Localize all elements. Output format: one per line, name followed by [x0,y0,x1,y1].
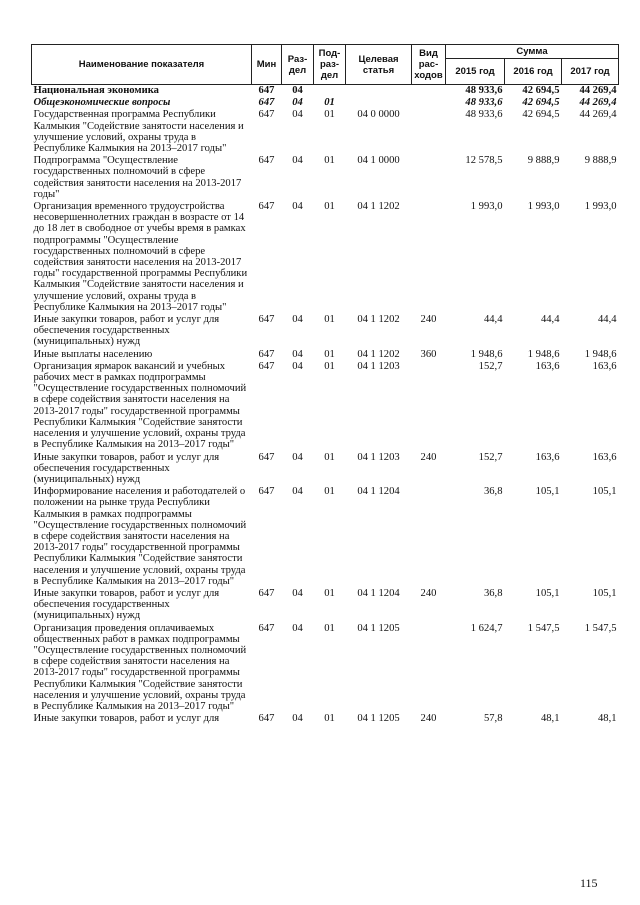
row-sum-2016: 105,1 [535,486,560,498]
row-sum-2016: 42 694,5 [522,97,560,109]
row-sum-2017: 163,6 [592,451,617,463]
row-razdel: 04 [292,314,303,326]
table-row [32,349,619,361]
row-min: 647 [258,201,275,213]
row-min: 647 [258,451,275,463]
row-podrazdel [314,85,346,98]
row-vid: 240 [420,713,437,725]
row-podrazdel: 01 [324,201,335,213]
row-sum-2015: 48 933,6 [465,97,503,109]
row-min: 647 [258,155,275,167]
table-row [32,85,619,98]
row-razdel: 04 [292,587,303,599]
row-sum-2017: 44 269,4 [579,109,617,121]
row-target: 04 1 1203 [357,451,400,463]
row-sum-2017: 1 547,5 [584,622,617,634]
table-row [32,97,619,109]
table-body [32,85,619,726]
row-sum-2015: 1 993,0 [470,201,503,213]
row-vid: 240 [420,451,437,463]
row-podrazdel: 01 [324,109,335,121]
row-podrazdel: 01 [324,314,335,326]
row-sum-2016: 42 694,5 [522,85,560,96]
row-sum-2017: 163,6 [592,360,617,372]
row-sum-2017: 48,1 [597,713,617,725]
row-podrazdel: 01 [324,486,335,498]
row-sum-2017: 44 269,4 [579,85,617,96]
row-sum-2016: 105,1 [535,587,560,599]
row-sum-2017: 44,4 [597,314,617,326]
row-sum-2016: 1 993,0 [527,201,560,213]
row-vid [412,85,446,98]
row-sum-2016: 1 547,5 [527,622,560,634]
table-header [32,45,619,85]
row-podrazdel: 01 [324,451,335,463]
row-min: 647 [258,97,275,109]
row-sum-2016: 44,4 [540,314,560,326]
table-row [32,713,619,725]
row-vid [412,109,446,155]
header-sum: Сумма [446,45,619,59]
row-sum-2016: 163,6 [535,451,560,463]
header-name: Наименование показателя [32,45,252,85]
row-min: 647 [258,360,275,372]
row-name: Иные выплаты населению [33,348,153,360]
row-razdel: 04 [292,85,303,96]
row-razdel: 04 [292,713,303,725]
row-min: 647 [258,348,275,360]
row-min: 647 [258,486,275,498]
row-sum-2015: 12 578,5 [465,155,503,167]
row-podrazdel: 01 [324,587,335,599]
row-sum-2017: 1 948,6 [584,348,617,360]
header-2016: 2016 год [505,59,562,85]
row-vid [412,486,446,588]
row-razdel: 04 [292,486,303,498]
row-sum-2015: 152,7 [478,360,503,372]
row-min: 647 [258,587,275,599]
row-min: 647 [258,622,275,634]
row-sum-2017: 1 993,0 [584,201,617,213]
row-target: 04 1 1204 [357,486,400,498]
table-row [32,623,619,714]
row-name: Иные закупки товаров, работ и услуг для [33,713,220,725]
row-target: 04 1 1204 [357,587,400,599]
row-name: Подпрограмма "Осуществление государственных полномочий в сфере содействия занятости населения на 2013-2017 годы" [33,155,242,200]
row-vid: 240 [420,587,437,599]
row-target: 04 1 1205 [357,713,400,725]
row-min: 647 [258,713,275,725]
row-sum-2016: 48,1 [540,713,560,725]
row-sum-2015: 1 624,7 [470,622,503,634]
row-name: Государственная программа Республики Калмыкия "Содействие занятости населения и улучшение условий, охраны труда в Республике Калмыкия на 2013–2017 годы" [33,109,244,155]
row-name: Организация временного трудоустройства несовершеннолетних граждан в возрасте от 14 до 18 лет в свободное от учебы время в рамках подпрограммы "Осуществление государственных полномочий в сфере содействия занятости населения на 2013-2017 годы" государственной программы Республики Калмыкия "Содействие занятости населения и улучшение условий, охраны труда в Республике Калмыкия на 2013–2017 годы" [33,201,248,313]
table-row [32,452,619,487]
row-razdel: 04 [292,97,303,109]
table-row [32,314,619,349]
row-razdel: 04 [292,109,303,121]
row-vid: 360 [420,348,437,360]
row-vid [412,623,446,714]
row-vid: 240 [420,314,437,326]
row-target: 04 1 0000 [357,155,400,167]
row-target: 04 1 1202 [357,348,400,360]
row-vid [412,201,446,314]
row-target: 04 1 1202 [357,201,400,213]
row-podrazdel: 01 [324,713,335,725]
row-podrazdel: 01 [324,155,335,167]
row-podrazdel: 01 [324,360,335,372]
row-vid [412,361,446,452]
row-sum-2015: 48 933,6 [465,85,503,96]
header-razdel: Раз- дел [282,45,314,85]
budget-table [31,44,619,725]
row-sum-2015: 48 933,6 [465,109,503,121]
row-target: 04 1 1203 [357,360,400,372]
row-podrazdel: 01 [324,348,335,360]
row-razdel: 04 [292,201,303,213]
header-2015: 2015 год [446,59,505,85]
row-sum-2015: 1 948,6 [470,348,503,360]
row-razdel: 04 [292,155,303,167]
row-sum-2017: 105,1 [592,486,617,498]
table-row [32,155,619,201]
budget-table-container [31,44,618,725]
row-target: 04 1 1202 [357,314,400,326]
table-row [32,361,619,452]
row-name: Общеэкономические вопросы [33,97,171,109]
row-razdel: 04 [292,360,303,372]
page-number: 115 [580,876,598,890]
row-sum-2015: 36,8 [483,486,503,498]
row-sum-2016: 9 888,9 [527,155,560,167]
row-sum-2015: 36,8 [483,587,503,599]
row-target [346,85,412,98]
row-podrazdel: 01 [324,97,335,109]
row-podrazdel: 01 [324,622,335,634]
row-name: Национальная экономика [33,85,159,96]
table-row [32,588,619,623]
row-name: Иные закупки товаров, работ и услуг для обеспечения государственных (муниципальных) нужд [33,451,220,485]
row-razdel: 04 [292,622,303,634]
row-razdel: 04 [292,348,303,360]
row-target [346,97,412,109]
row-name: Организация ярмарок вакансий и учебных рабочих мест в рамках подпрограммы "Осуществление государственных полномочий в сфере содействия занятости населения на 2013-2017 годы" государственной программы Республики Калмыкия "Содействие занятости населения и улучшение условий, охраны труда в Республике Калмыкия на 2013–2017 годы" [33,360,247,451]
row-vid [412,97,446,109]
row-name: Организация проведения оплачиваемых общественных работ в рамках подпрограммы "Осуществление государственных полномочий в сфере содействия занятости населения на 2013-2017 годы" государственной программы Республики Калмыкия "Содействие занятости населения и улучшение условий, охраны труда в Республике Калмыкия на 2013–2017 годы" [33,622,247,712]
header-min: Мин [252,45,282,85]
table-row [32,201,619,314]
row-sum-2016: 163,6 [535,360,560,372]
row-sum-2015: 57,8 [483,713,503,725]
header-2017: 2017 год [562,59,619,85]
row-sum-2016: 42 694,5 [522,109,560,121]
row-sum-2017: 9 888,9 [584,155,617,167]
table-row [32,486,619,588]
row-min: 647 [258,85,275,96]
row-sum-2015: 152,7 [478,451,503,463]
row-sum-2015: 44,4 [483,314,503,326]
row-name: Информирование населения и работодателей о положении на рынке труда Республики Калмыкия в рамках подпрограммы "Осуществление государственных полномочий в сфере содействия занятости населения на 2013-2017 годы" государственной программы Республики Калмыкия "Содействие занятости населения и улучшение условий, охраны труда в Республике Калмыкия на 2013–2017 годы" [33,486,247,587]
row-razdel: 04 [292,451,303,463]
row-target: 04 1 1205 [357,622,400,634]
row-sum-2017: 105,1 [592,587,617,599]
row-name: Иные закупки товаров, работ и услуг для обеспечения государственных (муниципальных) нужд [33,587,220,622]
row-name: Иные закупки товаров, работ и услуг для обеспечения государственных (муниципальных) нужд [33,314,220,348]
row-sum-2017: 44 269,4 [579,97,617,109]
table-row [32,109,619,155]
row-sum-2016: 1 948,6 [527,348,560,360]
header-podrazdel: Под- раз- дел [314,45,346,85]
header-target: Целевая статья [346,45,412,85]
row-min: 647 [258,314,275,326]
row-target: 04 0 0000 [357,109,400,121]
row-vid [412,155,446,201]
header-vid: Вид рас- ходов [412,45,446,85]
row-min: 647 [258,109,275,121]
